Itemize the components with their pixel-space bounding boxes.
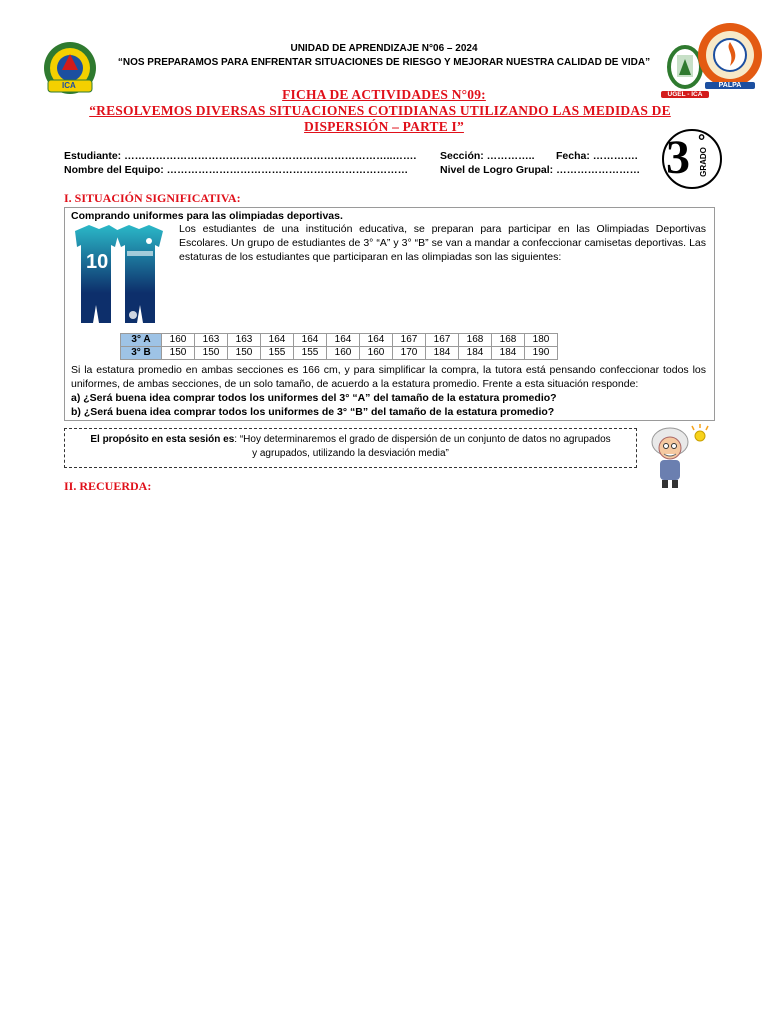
recall-heading: II. RECUERDA: (64, 479, 152, 493)
jersey-image (69, 223, 167, 333)
situation-heading: I. SITUACIÓN SIGNIFICATIVA: (64, 191, 241, 205)
section-field[interactable]: Sección: ………….. (440, 150, 535, 162)
height-cell: 155 (261, 347, 294, 360)
height-cell: 170 (393, 347, 426, 360)
group-level-field[interactable]: Nivel de Logro Grupal: …………………… (440, 164, 641, 176)
height-cell: 168 (492, 334, 525, 347)
height-cell: 167 (426, 334, 459, 347)
jersey-number: 10 (86, 251, 109, 273)
scientist-illustration (644, 424, 712, 490)
height-cell: 160 (162, 334, 195, 347)
date-field[interactable]: Fecha: …………. (556, 150, 638, 162)
purpose-label: El propósito en esta sesión es (90, 434, 235, 445)
purpose-line1: : “Hoy determinaremos el grado de dispersión de un conjunto de datos no agrupados (234, 434, 611, 445)
grade-badge (660, 128, 724, 190)
ugel-logo-label: UGEL - ICA (661, 91, 709, 98)
institution-logo-label: PALPA (705, 82, 755, 89)
height-cell: 150 (228, 347, 261, 360)
unit-title: UNIDAD DE APRENDIZAJE N°06 – 2024 (290, 43, 478, 54)
height-cell: 150 (162, 347, 195, 360)
activity-title-line3: DISPERSIÓN – PARTE I” (304, 119, 464, 134)
height-cell: 168 (459, 334, 492, 347)
grade-degree-sign: ° (698, 131, 706, 151)
heights-table (120, 333, 558, 360)
height-cell: 184 (459, 347, 492, 360)
height-cell: 164 (360, 334, 393, 347)
height-cell: 160 (327, 347, 360, 360)
situation-box (64, 207, 715, 421)
question-a: a) ¿Será buena idea comprar todos los uniformes del 3° “A” del tamaño de la estatura promedio? (71, 392, 557, 404)
institution-logo-right (695, 20, 765, 100)
height-cell: 155 (294, 347, 327, 360)
height-cell: 150 (195, 347, 228, 360)
heights-row-3b (121, 347, 558, 360)
grade-number: 3 (666, 131, 690, 184)
row-label: 3° B (121, 347, 162, 360)
height-cell: 163 (228, 334, 261, 347)
team-name-field[interactable]: Nombre del Equipo: …………………………………………………………… (64, 164, 409, 176)
situation-after-text: Si la estatura promedio en ambas secciones es 166 cm, y para simplificar la compra, la tutora está pensando confeccionar todos los uniformes, de ambas secciones, de un solo tamaño, de acuerdo a la estatura promedio. Frente a esta situación responde: (71, 364, 706, 390)
school-logo-left (40, 40, 102, 98)
activity-title-line2: “RESOLVEMOS DIVERSAS SITUACIONES COTIDIANAS UTILIZANDO LAS MEDIDAS DE (89, 103, 671, 118)
purpose-line2: y agrupados, utilizando la desviación media” (252, 448, 449, 459)
left-logo-label: ICA (62, 81, 76, 90)
height-cell: 164 (327, 334, 360, 347)
situation-subtitle: Comprando uniformes para las olimpiadas deportivas. (71, 210, 343, 222)
height-cell: 184 (492, 347, 525, 360)
height-cell: 164 (261, 334, 294, 347)
height-cell: 167 (393, 334, 426, 347)
height-cell: 190 (525, 347, 558, 360)
height-cell: 164 (294, 334, 327, 347)
activity-title-line1: FICHA DE ACTIVIDADES N°09: (282, 87, 486, 102)
heights-row-3a (121, 334, 558, 347)
row-label: 3° A (121, 334, 162, 347)
question-b: b) ¿Será buena idea comprar todos los uniformes de 3° “B” del tamaño de la estatura promedio? (71, 406, 555, 418)
purpose-box (64, 428, 637, 468)
height-cell: 184 (426, 347, 459, 360)
situation-paragraph: Los estudiantes de una institución educativa, se preparan para participar en las Olimpiadas Deportivas Escolares. Un grupo de estudiantes de 3° “A” y 3° “B” se van a mandar a confeccionar camisetas deportivas. Las estaturas de los estudiantes que participaran en las olimpiadas son las siguientes: (179, 223, 706, 263)
height-cell: 160 (360, 347, 393, 360)
unit-motto: “NOS PREPARAMOS PARA ENFRENTAR SITUACIONES DE RIESGO Y MEJORAR NUESTRA CALIDAD DE VIDA” (117, 57, 651, 68)
grade-label: GRADO (699, 147, 708, 177)
student-field[interactable]: Estudiante: …………………………………………………………………..……. (64, 150, 417, 162)
height-cell: 163 (195, 334, 228, 347)
height-cell: 180 (525, 334, 558, 347)
